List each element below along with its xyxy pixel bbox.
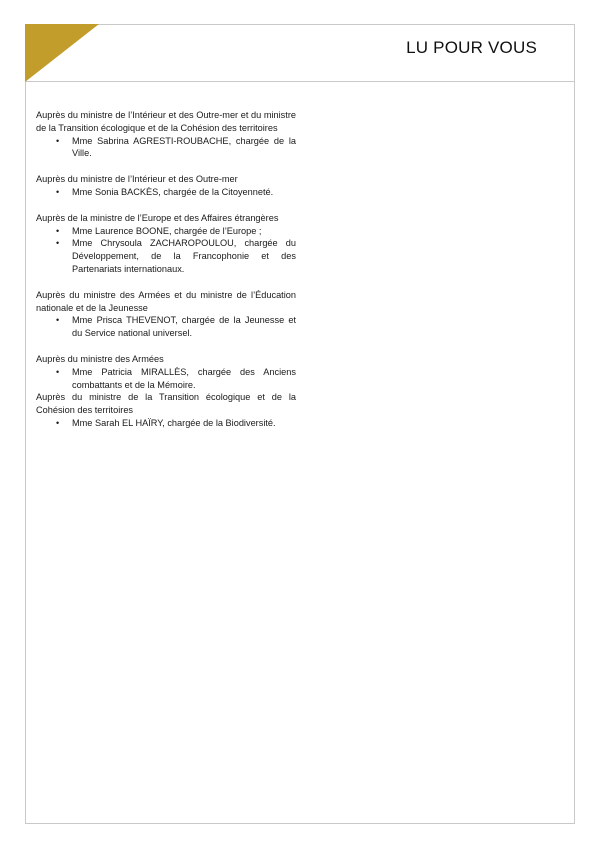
section-intro: Auprès de la ministre de l’Europe et des Affaires étrangères: [36, 212, 279, 223]
page-header: [25, 24, 575, 82]
section-6: [36, 391, 296, 429]
section-intro: Auprès du ministre de l’Intérieur et des Outre-mer et du ministre de la Transition écologique et de la Cohésion des territoires: [36, 110, 296, 133]
section-5: [36, 353, 296, 391]
bullet-list: [36, 225, 296, 276]
bullet-list: [36, 417, 296, 430]
bullet-list: [36, 314, 296, 340]
list-item: • Mme Laurence BOONE, chargée de l’Europe ;: [72, 225, 296, 238]
corner-accent: [25, 24, 99, 82]
bullet-list: [36, 186, 296, 199]
list-item: • Mme Sonia BACKÈS, chargée de la Citoyenneté.: [72, 186, 296, 199]
bullet-list: [36, 135, 296, 161]
list-item: • Mme Sabrina AGRESTI-ROUBACHE, chargée de la Ville.: [72, 135, 296, 161]
section-intro: Auprès du ministre de la Transition écologique et de la Cohésion des territoires: [36, 392, 296, 416]
section-2: [36, 173, 296, 199]
section-3: [36, 212, 296, 276]
section-1: [36, 109, 296, 160]
header-title: LU POUR VOUS: [406, 38, 537, 57]
section-intro: Auprès du ministre des Armées: [36, 353, 164, 364]
section-intro: Auprès du ministre des Armées et du ministre de l’Éducation nationale et de la Jeunesse: [36, 289, 296, 313]
list-item: • Mme Sarah EL HAÏRY, chargée de la Biodiversité.: [72, 417, 296, 430]
list-item: • Mme Patricia MIRALLÈS, chargée des Anciens combattants et de la Mémoire.: [72, 366, 296, 392]
list-item: • Mme Prisca THEVENOT, chargée de la Jeunesse et du Service national universel.: [72, 314, 296, 340]
list-item: • Mme Chrysoula ZACHAROPOULOU, chargée du Développement, de la Francophonie et des Partenariats internationaux.: [72, 237, 296, 275]
bullet-list: [36, 366, 296, 392]
document-body: [36, 109, 296, 443]
section-intro: Auprès du ministre de l’Intérieur et des Outre-mer: [36, 174, 238, 185]
section-4: [36, 289, 296, 340]
